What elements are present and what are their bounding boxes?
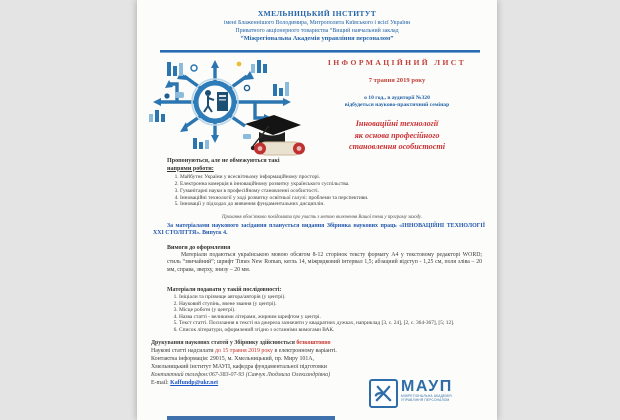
free-publication-text: Друкування наукових статей у Збірнику здійснюється [151, 340, 297, 346]
contact-address-line-1: Контактна інформація: 29015, м. Хмельницький, пр. Миру 101А, [151, 356, 315, 363]
topics-list [167, 174, 483, 208]
deadline-suffix: в електронному варіанті. [273, 348, 337, 355]
innovation-graphic [147, 54, 312, 166]
seminar-title [307, 118, 487, 153]
maup-logo-text [401, 379, 453, 403]
topic-item: 4. Інноваційні технології у ході розвитку освітньої галузі: проблеми та перспективи. [180, 195, 483, 202]
event-type: відбудеться науково-практичний семінар [344, 102, 450, 108]
topics-intro [167, 158, 483, 173]
order-item: 3. Місце роботи (у центрі). [179, 307, 482, 314]
deadline-date: до 15 травня 2019 року [215, 348, 273, 355]
order-item: 1. Ініціали та прізвище автора/авторів (у центрі). [179, 294, 482, 301]
gear-icon [191, 65, 197, 71]
info-letter-title: ІНФОРМАЦІЙНИЙ ЛИСТ [327, 58, 467, 67]
institution-header [137, 9, 497, 42]
maup-subtext-1: МІЖРЕГІОНАЛЬНА АКАДЕМІЯ [401, 394, 452, 398]
graduation-cap-icon [245, 115, 305, 155]
maup-acronym: МАУП [401, 378, 453, 395]
deadline-prefix: Наукові статті надсилати [151, 348, 216, 355]
contact-address-line-2: Хмельницький інститут МАУП, кафедра фундаментальної підготовки [151, 364, 327, 371]
announcement-column [307, 58, 487, 153]
requirements-body: Матеріали подаються українською мовою обсягом 8-12 сторінок тексту формату А4 у текстовому редакторі WORD; стиль “звичайний”; шрифт Times New Roman, кегль 14, міжрядковий інтервал 1,5; абзацний відступ - 1,25 см, поля зліва – 20 мм, справа, зверху, знизу – 20 мм. [167, 252, 482, 273]
submission-order-section [167, 287, 482, 334]
topics-intro-line-2: напрями роботи: [167, 165, 214, 172]
submission-order-list [167, 294, 482, 334]
email-label: E-mail: [151, 380, 169, 387]
topic-item: 5. Інновації у підходах до вивчення фундаментальних дисциплін. [180, 201, 483, 208]
free-publication-line [151, 339, 391, 347]
gear-icon-2 [244, 85, 249, 90]
maup-logo-mark-icon [369, 379, 398, 408]
speech-bubble-icon [175, 92, 184, 98]
header-divider [160, 50, 480, 53]
order-item: 6. Список літератури, оформлений згідно з останніми вимогами ВАК. [179, 327, 482, 334]
topics-intro-line-1: Пропонуються, але не обмежуються такі [167, 158, 280, 164]
deadline-line [151, 347, 391, 355]
location-pin-icon [164, 93, 169, 98]
contact-phone-line: Контактний телефон:067-383-07-93 (Савчук Людмила Олександрівна) [151, 372, 331, 379]
academy-name: “Міжрегіональна Академія управління персоналом” [240, 35, 394, 42]
institution-subline-2: Приватного акціонерного товариства “Вищий навчальний заклад [235, 27, 399, 34]
event-date: 7 травня 2019 року [368, 77, 426, 84]
email-line [151, 379, 391, 387]
scanned-letter-page [137, 0, 497, 420]
maup-subtext-2: УПРАВЛІННЯ ПЕРСОНАЛОМ [401, 397, 450, 402]
institution-subline-1: імені Блаженнішого Володимира, Митрополита Київського і всієї України [223, 20, 411, 26]
lightbulb-icon [237, 62, 242, 67]
scan-bottom-strip [167, 416, 335, 420]
requirements-heading: Вимоги до оформлення [167, 245, 231, 251]
order-item: 4. Назва статті - великими літерами, жирним шрифтом у центрі. [179, 314, 482, 321]
topics-section [167, 158, 483, 208]
seminar-title-line-3: становлення особистості [348, 142, 446, 151]
order-item: 5. Текст статті. Посилання в тексті на джерела зазначити у квадратних дужках, наприклад [3, с. 24], [2, с. 364-367], [5; 12]. [179, 320, 482, 327]
presenter-circle-icon [192, 79, 238, 125]
submission-order-heading: Матеріали подавати у такій послідовності: [167, 287, 282, 293]
institution-name: ХМЕЛЬНИЦЬКИЙ ІНСТИТУТ [257, 9, 377, 18]
free-word: безкоштовно [296, 340, 331, 346]
seminar-title-line-2: як основа професійного [354, 130, 440, 140]
contacts-section [151, 339, 391, 388]
email-link[interactable]: Kaffundp@ukr.net [170, 380, 219, 387]
maup-logo [369, 379, 453, 408]
event-time-room: о 10 год., в аудиторії №320 [364, 95, 430, 101]
order-item: 2. Науковий ступінь, вчене звання (у центрі). [179, 301, 482, 308]
topic-item: 2. Електронна комерція в інноваційному розвитку українського суспільства. [180, 181, 483, 188]
collection-announcement: За матеріалами наукового засідання планується видання Збірника наукових праць «ІННОВАЦІЙНІ ТЕХНОЛОГІЇ ХХІ СТОЛІТТЯ». Випуск 4. [153, 223, 485, 237]
requirements-section [167, 245, 482, 274]
participation-note: Прохання обов’язково повідомити про участь з метою включення Вашої теми у програму заходу. [222, 215, 422, 220]
topic-item: 3. Гуманітарні науки в професійному становленні особистості. [180, 188, 483, 195]
seminar-title-line-1: Інноваційні технології [355, 119, 439, 128]
topic-item: 1. Майбутнє України у всесвітньому інформаційному просторі. [180, 174, 483, 181]
